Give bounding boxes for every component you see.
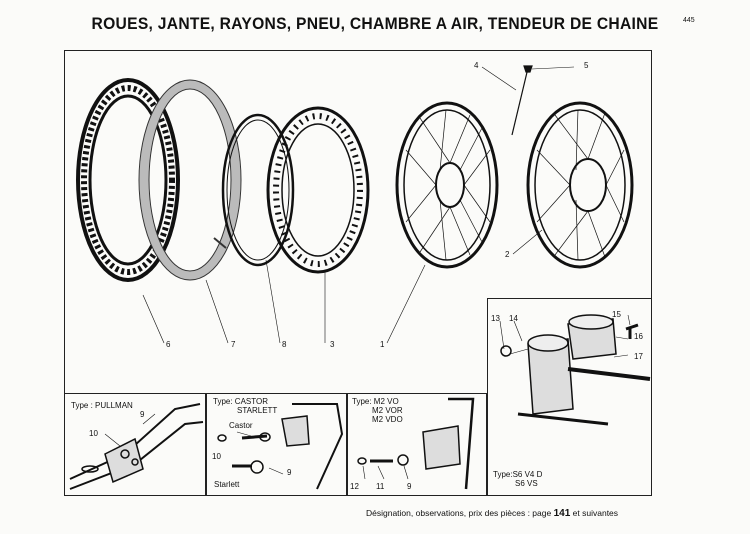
- castor-label: Castor: [229, 421, 253, 430]
- type-m2vor-label: M2 VOR: [372, 406, 403, 415]
- callout-pullman-9: 9: [140, 410, 145, 419]
- starlett-label: Starlett: [214, 480, 240, 489]
- spoke-drawing: [512, 66, 532, 135]
- detail-box-chain-tensioner: [487, 298, 652, 496]
- callout-m2-9: 9: [407, 482, 412, 491]
- type-pullman-label: Type : PULLMAN: [71, 401, 133, 410]
- callout-2: 2: [505, 250, 510, 259]
- callout-13: 13: [491, 314, 500, 323]
- callout-6: 6: [166, 340, 171, 349]
- type-starlett-label: STARLETT: [237, 406, 278, 415]
- type-m2vo-label: Type: M2 VO: [352, 397, 399, 406]
- front-wheel-drawing: [397, 103, 497, 267]
- type-s6-label-2: S6 VS: [515, 479, 538, 488]
- callout-16: 16: [634, 332, 643, 341]
- callout-castor-9: 9: [287, 468, 292, 477]
- m2-drawing: [348, 394, 488, 497]
- footer-page-ref: 141: [553, 508, 571, 519]
- callout-m2-12: 12: [350, 482, 359, 491]
- footer-reference: [366, 508, 618, 519]
- page-number: 445: [683, 17, 695, 24]
- page-title: ROUES, JANTE, RAYONS, PNEU, CHAMBRE A AIR, TENDEUR DE CHAINE: [91, 14, 659, 33]
- type-s6-label: Type:S6 V4 D: [493, 470, 543, 479]
- callout-14: 14: [509, 314, 518, 323]
- inner-tube-drawing: [139, 80, 241, 280]
- chain-tensioner-drawing: [488, 299, 653, 497]
- rear-wheel-drawing: [528, 103, 632, 267]
- callout-5: 5: [584, 61, 589, 70]
- callout-castor-10: 10: [212, 452, 221, 461]
- callout-m2-11: 11: [376, 482, 385, 491]
- footer-text-after: et suivantes: [572, 508, 619, 518]
- callout-1: 1: [380, 340, 385, 349]
- type-castor-label: Type: CASTOR: [213, 397, 268, 406]
- footer-text: Désignation, observations, prix des pièces : page: [366, 508, 552, 518]
- callout-17: 17: [634, 352, 643, 361]
- detail-box-m2: [347, 393, 487, 496]
- type-m2vdo-label: M2 VDO: [372, 415, 403, 424]
- rim-drawing: [268, 108, 368, 272]
- callout-7: 7: [231, 340, 236, 349]
- callout-15: 15: [612, 310, 621, 319]
- callout-pullman-10: 10: [89, 429, 98, 438]
- callout-4: 4: [474, 61, 479, 70]
- callout-3: 3: [330, 340, 335, 349]
- callout-8: 8: [282, 340, 287, 349]
